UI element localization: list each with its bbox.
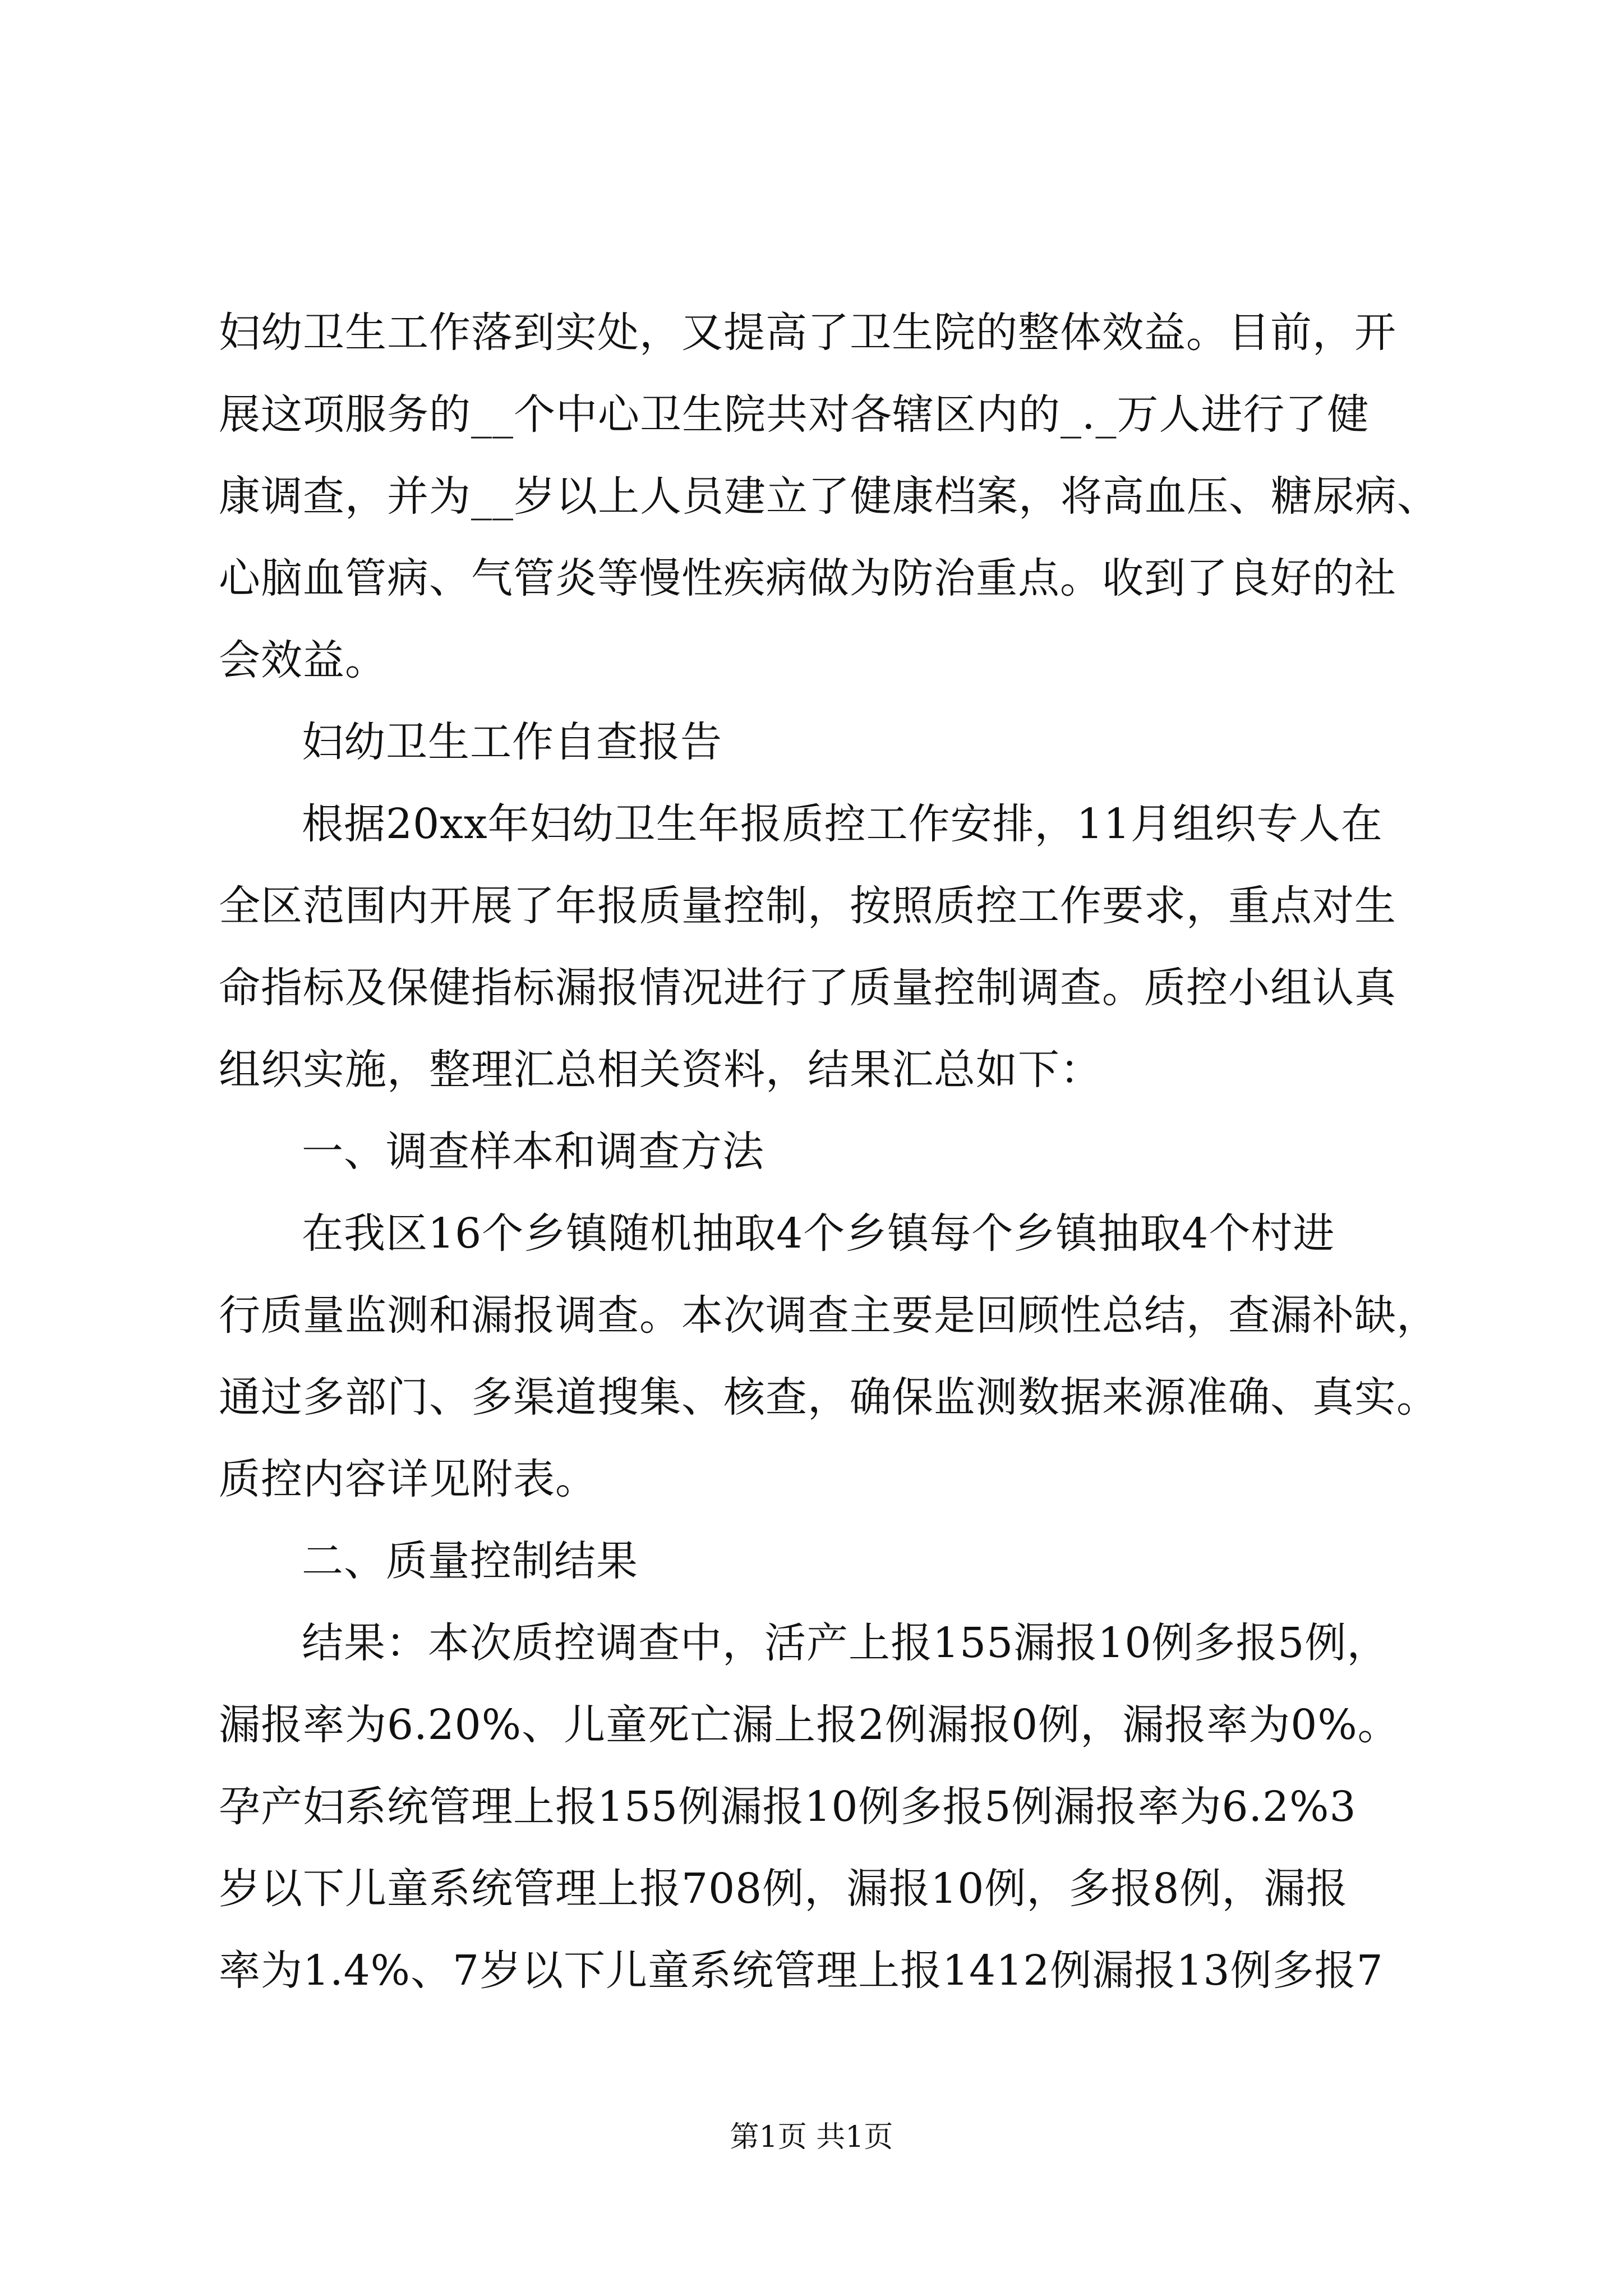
text-line: 康调查，并为__岁以上人员建立了健康档案，将高血压、糖尿病、	[219, 472, 1439, 521]
text-line: 岁以下儿童系统管理上报708例，漏报10例，多报8例，漏报	[219, 1865, 1348, 1913]
text-line: 根据20xx年妇幼卫生年报质控工作安排，11月组织专人在	[302, 800, 1383, 848]
text-line: 展这项服务的__个中心卫生院共对各辖区内的_._万人进行了健	[219, 390, 1370, 439]
section-title: 妇幼卫生工作自查报告	[302, 718, 722, 766]
text-line: 妇幼卫生工作落到实处，又提高了卫生院的整体效益。目前，开	[219, 309, 1396, 357]
text-line: 漏报率为6.20%、儿童死亡漏上报2例漏报0例，漏报率为0%。	[219, 1701, 1400, 1749]
text-line: 会效益。	[219, 636, 387, 684]
text-line: 心脑血管病、气管炎等慢性疾病做为防治重点。收到了良好的社	[219, 554, 1396, 602]
text-line: 全区范围内开展了年报质量控制，按照质控工作要求，重点对生	[219, 882, 1396, 930]
page-number: 第1页 共1页	[730, 2120, 893, 2154]
section-heading: 二、质量控制结果	[302, 1537, 638, 1585]
text-line: 率为1.4%、7岁以下儿童系统管理上报1412例漏报13例多报7	[219, 1947, 1384, 1995]
document-body	[219, 292, 1439, 2012]
text-line: 通过多部门、多渠道搜集、核查，确保监测数据来源准确、真实。	[219, 1373, 1438, 1421]
text-line: 质控内容详见附表。	[219, 1455, 597, 1503]
text-line: 命指标及保健指标漏报情况进行了质量控制调查。质控小组认真	[219, 964, 1396, 1012]
text-line: 孕产妇系统管理上报155例漏报10例多报5例漏报率为6.2%3	[219, 1783, 1357, 1831]
text-line: 组织实施，整理汇总相关资料，结果汇总如下：	[219, 1046, 1102, 1094]
text-line: 结果：本次质控调查中，活产上报155漏报10例多报5例，	[302, 1619, 1389, 1667]
text-line: 行质量监测和漏报调查。本次调查主要是回顾性总结，查漏补缺，	[219, 1291, 1438, 1340]
page-footer	[0, 2118, 1623, 2157]
text-line: 在我区16个乡镇随机抽取4个乡镇每个乡镇抽取4个村进	[302, 1209, 1335, 1258]
section-heading: 一、调查样本和调查方法	[302, 1128, 764, 1176]
